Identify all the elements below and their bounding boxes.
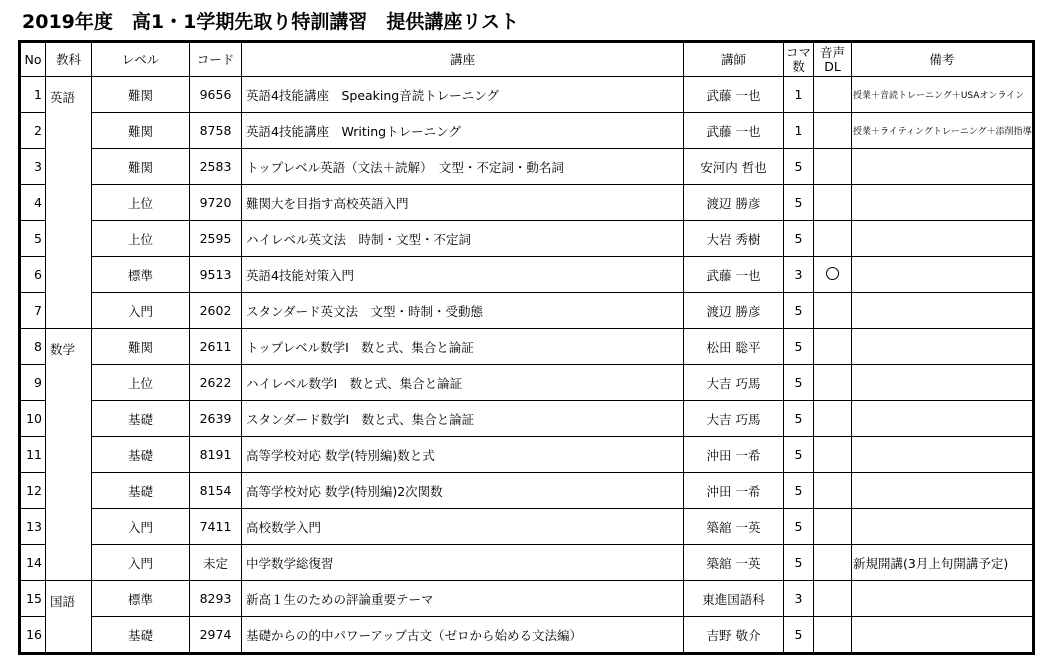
cell-note (852, 329, 1034, 365)
cell-course: 高等学校対応 数学(特別編)数と式 (242, 437, 684, 473)
cell-note (852, 509, 1034, 545)
cell-course: ハイレベル英文法 時制・文型・不定詞 (242, 221, 684, 257)
cell-teacher: 沖田 一希 (684, 437, 784, 473)
cell-teacher: 安河内 哲也 (684, 149, 784, 185)
cell-note (852, 581, 1034, 617)
cell-no: 2 (20, 113, 46, 149)
cell-teacher: 大吉 巧馬 (684, 401, 784, 437)
cell-note (852, 293, 1034, 329)
cell-koma: 5 (784, 509, 814, 545)
cell-teacher: 武藤 一也 (684, 113, 784, 149)
cell-teacher: 武藤 一也 (684, 257, 784, 293)
cell-teacher: 沖田 一希 (684, 473, 784, 509)
cell-level: 入門 (92, 509, 190, 545)
cell-no: 10 (20, 401, 46, 437)
cell-no: 1 (20, 77, 46, 113)
table-row (20, 185, 1034, 221)
cell-teacher: 渡辺 勝彦 (684, 185, 784, 221)
cell-no: 15 (20, 581, 46, 617)
cell-code: 未定 (190, 545, 242, 581)
table-row (20, 149, 1034, 185)
cell-code: 8758 (190, 113, 242, 149)
header-course: 講座 (242, 42, 684, 77)
cell-note (852, 185, 1034, 221)
cell-no: 6 (20, 257, 46, 293)
cell-code: 8293 (190, 581, 242, 617)
cell-note: 新規開講(3月上旬開講予定) (852, 545, 1034, 581)
cell-code: 8154 (190, 473, 242, 509)
cell-code: 2974 (190, 617, 242, 654)
cell-teacher: 松田 聡平 (684, 329, 784, 365)
cell-code: 7411 (190, 509, 242, 545)
header-row (20, 42, 1034, 77)
cell-level: 難関 (92, 329, 190, 365)
cell-teacher: 渡辺 勝彦 (684, 293, 784, 329)
cell-subject-math: 数学 (46, 329, 92, 581)
cell-no: 16 (20, 617, 46, 654)
header-koma-line2: 数 (792, 58, 805, 74)
cell-code: 2583 (190, 149, 242, 185)
cell-koma: 5 (784, 149, 814, 185)
cell-audio (814, 581, 852, 617)
cell-note: 授業＋ライティングトレーニング＋添削指導 (852, 113, 1034, 149)
cell-level: 入門 (92, 293, 190, 329)
cell-koma: 5 (784, 473, 814, 509)
cell-no: 7 (20, 293, 46, 329)
cell-koma: 1 (784, 77, 814, 113)
table-row (20, 437, 1034, 473)
cell-audio (814, 185, 852, 221)
cell-code: 9720 (190, 185, 242, 221)
cell-no: 3 (20, 149, 46, 185)
cell-audio (814, 545, 852, 581)
cell-level: 基礎 (92, 401, 190, 437)
cell-teacher: 築舘 一英 (684, 545, 784, 581)
cell-course: 難関大を目指す高校英語入門 (242, 185, 684, 221)
cell-koma: 1 (784, 113, 814, 149)
table-row (20, 581, 1034, 617)
cell-audio (814, 509, 852, 545)
cell-teacher: 東進国語科 (684, 581, 784, 617)
cell-course: 新高１生のための評論重要テーマ (242, 581, 684, 617)
table-row (20, 509, 1034, 545)
cell-note: 授業＋音読トレーニング＋USAオンライン (852, 77, 1034, 113)
cell-koma: 5 (784, 617, 814, 654)
cell-teacher: 築舘 一英 (684, 509, 784, 545)
header-notes: 備考 (852, 42, 1034, 77)
cell-teacher: 大吉 巧馬 (684, 365, 784, 401)
audio-available-circle-icon (826, 267, 839, 280)
cell-audio (814, 473, 852, 509)
cell-koma: 5 (784, 329, 814, 365)
cell-audio (814, 401, 852, 437)
cell-audio (814, 365, 852, 401)
cell-level: 上位 (92, 365, 190, 401)
cell-code: 9656 (190, 77, 242, 113)
cell-course: スタンダード英文法 文型・時制・受動態 (242, 293, 684, 329)
header-teacher: 講師 (684, 42, 784, 77)
cell-koma: 5 (784, 365, 814, 401)
cell-course: 英語4技能講座 Writingトレーニング (242, 113, 684, 149)
cell-note (852, 617, 1034, 654)
cell-no: 5 (20, 221, 46, 257)
cell-course: 高等学校対応 数学(特別編)2次関数 (242, 473, 684, 509)
cell-koma: 5 (784, 185, 814, 221)
table-row (20, 257, 1034, 293)
cell-course: 中学数学総復習 (242, 545, 684, 581)
cell-note (852, 257, 1034, 293)
table-row (20, 617, 1034, 654)
cell-no: 8 (20, 329, 46, 365)
cell-audio (814, 617, 852, 654)
cell-audio (814, 437, 852, 473)
cell-level: 難関 (92, 113, 190, 149)
table-row (20, 401, 1034, 437)
cell-koma: 3 (784, 581, 814, 617)
table-row (20, 365, 1034, 401)
header-audio-line1: 音声 (819, 44, 845, 60)
table-row (20, 545, 1034, 581)
cell-audio (814, 113, 852, 149)
cell-audio (814, 149, 852, 185)
cell-course: ハイレベル数学Ⅰ 数と式、集合と論証 (242, 365, 684, 401)
cell-code: 2611 (190, 329, 242, 365)
cell-level: 入門 (92, 545, 190, 581)
header-koma-line1: コマ (785, 44, 811, 60)
cell-no: 11 (20, 437, 46, 473)
cell-code: 9513 (190, 257, 242, 293)
cell-audio (814, 221, 852, 257)
cell-code: 2622 (190, 365, 242, 401)
cell-audio (814, 329, 852, 365)
cell-course: 英語4技能講座 Speaking音読トレーニング (242, 77, 684, 113)
cell-level: 難関 (92, 149, 190, 185)
cell-subject-japanese: 国語 (46, 581, 92, 654)
cell-level: 基礎 (92, 617, 190, 654)
cell-level: 基礎 (92, 437, 190, 473)
table-row (20, 329, 1034, 365)
cell-koma: 5 (784, 437, 814, 473)
cell-note (852, 221, 1034, 257)
cell-koma: 3 (784, 257, 814, 293)
table-row (20, 221, 1034, 257)
cell-subject-english: 英語 (46, 77, 92, 329)
cell-note (852, 365, 1034, 401)
header-audio-line2: DL (824, 58, 841, 74)
cell-no: 4 (20, 185, 46, 221)
cell-koma: 5 (784, 293, 814, 329)
cell-note (852, 437, 1034, 473)
cell-no: 14 (20, 545, 46, 581)
table-row (20, 113, 1034, 149)
table-row (20, 473, 1034, 509)
cell-teacher: 吉野 敬介 (684, 617, 784, 654)
cell-note (852, 401, 1034, 437)
cell-teacher: 大岩 秀樹 (684, 221, 784, 257)
cell-note (852, 149, 1034, 185)
table-row (20, 293, 1034, 329)
cell-course: 基礎からの的中パワーアップ古文（ゼロから始める文法編） (242, 617, 684, 654)
cell-koma: 5 (784, 221, 814, 257)
cell-course: 高校数学入門 (242, 509, 684, 545)
cell-audio (814, 77, 852, 113)
cell-audio (814, 293, 852, 329)
header-koma (784, 42, 814, 77)
cell-koma: 5 (784, 401, 814, 437)
header-subject: 教科 (46, 42, 92, 77)
cell-note (852, 473, 1034, 509)
cell-course: 英語4技能対策入門 (242, 257, 684, 293)
cell-no: 12 (20, 473, 46, 509)
cell-course: トップレベル英語（文法＋読解） 文型・不定詞・動名詞 (242, 149, 684, 185)
header-level: レベル (92, 42, 190, 77)
cell-no: 9 (20, 365, 46, 401)
table-row (20, 77, 1034, 113)
cell-teacher: 武藤 一也 (684, 77, 784, 113)
cell-level: 難関 (92, 77, 190, 113)
header-code: コード (190, 42, 242, 77)
cell-level: 上位 (92, 185, 190, 221)
header-no: No (20, 42, 46, 77)
cell-audio (814, 257, 852, 293)
page-title: 2019年度 高1・1学期先取り特訓講習 提供講座リスト (22, 11, 519, 33)
cell-level: 標準 (92, 257, 190, 293)
cell-koma: 5 (784, 545, 814, 581)
course-list-table (18, 40, 1035, 655)
cell-level: 上位 (92, 221, 190, 257)
cell-no: 13 (20, 509, 46, 545)
header-audio (814, 42, 852, 77)
cell-code: 2602 (190, 293, 242, 329)
cell-course: スタンダード数学Ⅰ 数と式、集合と論証 (242, 401, 684, 437)
cell-code: 2595 (190, 221, 242, 257)
cell-course: トップレベル数学Ⅰ 数と式、集合と論証 (242, 329, 684, 365)
cell-level: 基礎 (92, 473, 190, 509)
cell-code: 2639 (190, 401, 242, 437)
cell-level: 標準 (92, 581, 190, 617)
cell-code: 8191 (190, 437, 242, 473)
